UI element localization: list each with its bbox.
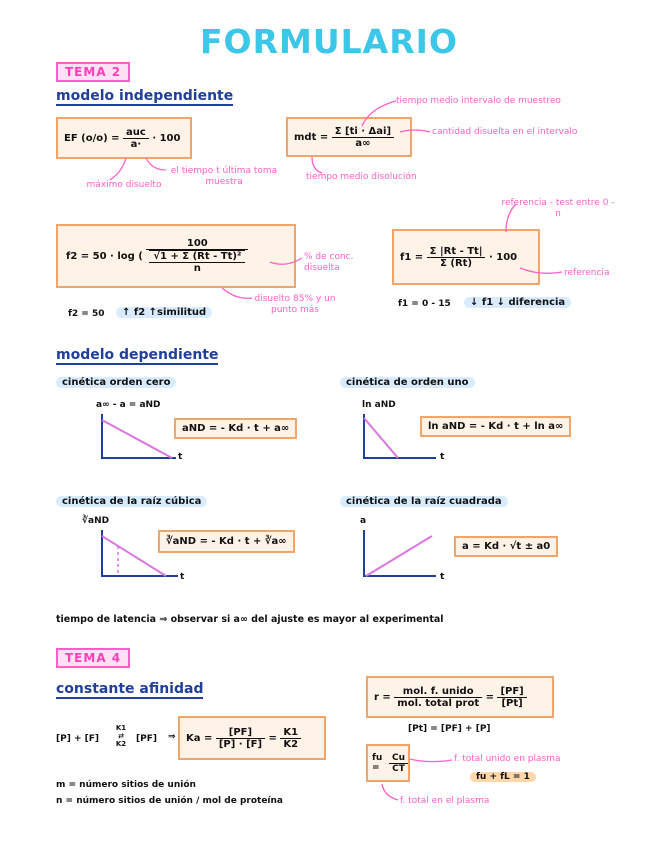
eq-arrows [110,724,132,748]
ka-num: [PF] [216,727,265,739]
label-cinetica-raiz-cuadrada: cinética de la raíz cuadrada [340,496,508,507]
f1-note-top: referencia - test entre 0 - n [501,198,615,219]
r-fraction [394,686,482,709]
f2-den-inner: √1 + Σ (Rt - Tt)² [149,250,245,263]
eq-left: [P] + [F] [56,734,100,744]
ka-formula-box: Ka = $\frac{[PF]}{[P] \cdot [F]}$ = $\frac{K1}{K2}$ [178,716,326,760]
fu-formula-box [366,744,410,782]
label-cinetica-orden-cero: cinética orden cero [56,377,176,388]
f1-num: Σ |Rt - Tt| [427,246,486,258]
eq-k2: K2 [115,740,127,748]
kq-axis-label: a [360,516,367,526]
eq-arrow-glyph: ⇄ [118,732,124,740]
k1-formula-box: ln aND = - Kd · t + ln a∞ [420,416,571,437]
heading-constante-afinidad: constante afinidad [56,681,204,697]
kc-axis-label: ∛aND [82,516,110,526]
kq-formula-box: a = Kd · √t ± a0 [454,536,558,557]
fu-note-total: f. total en el plasma [400,796,490,806]
r-fraction-2 [497,686,526,709]
r-den2: [Pt] [501,697,523,709]
k1-t-label: t [440,452,445,462]
ef-note-max: máximo disuelto [86,180,162,190]
r-den: mol. total prot [397,697,480,709]
f2-num: 100 [146,238,248,250]
heading-modelo-dependiente: modelo dependiente [56,347,219,363]
fu-sum-badge: fu + fL = 1 [470,772,536,782]
k0-t-label: t [178,452,183,462]
r-num: mol. f. unido [394,686,482,698]
tema-4-badge: TEMA 4 [56,648,130,668]
ka-fraction-2 [280,727,301,750]
f2-note-bottom: disuelto 85% y un punto más [254,294,336,315]
ka-lhs: Ka = [186,732,213,744]
mdt-note-right: cantidad disuelta en el intervalo [432,127,578,137]
kc-formula-box: ∛aND = - Kd · t + ∛a∞ [158,530,295,553]
graph-orden-uno [364,414,436,458]
f1-lhs: f1 = [400,251,424,263]
eq-right: [PF] [136,734,157,744]
r-num2: [PF] [497,686,526,698]
ef-tail: · 100 [152,132,181,144]
ka-fraction [216,727,265,750]
mdt-num: Σ [ti · Δai] [332,126,394,138]
latencia-note: tiempo de latencia ⇒ observar si a∞ del ajuste es mayor al experimental [56,614,444,625]
label-cinetica-orden-uno: cinética de orden uno [340,377,475,388]
page-title: FORMULARIO [200,22,458,61]
f1-tail: · 100 [488,251,518,263]
f1-note-right: referencia [564,268,610,278]
fu-fraction [389,753,408,774]
mdt-note-bottom: tiempo medio disolución [306,172,417,182]
f1-footer-b: ↓ f1 ↓ diferencia [464,297,571,308]
mdt-lhs: mdt = [294,131,329,143]
ef-num: auc [123,127,149,139]
k0-axis-label: a∞ - a = aND [96,400,161,410]
eq-implies: ⇒ [168,732,176,742]
f2-note-right: % de conc. disuelta [304,252,354,273]
pt-equation: [Pt] = [PF] + [P] [408,724,491,734]
r-formula-box: r = $\frac{\text{mol. f. unido}}{\text{mol. total prot}}$ = $\frac{[PF]}{[Pt]}$ [366,676,554,718]
fu-den: CT [392,763,405,774]
f2-den-n: n [193,263,201,274]
n-definition: n = número sitios de unión / mol de proteína [56,796,283,806]
fu-lhs: fu = [372,753,383,773]
ka-den: [P] · [F] [218,738,263,750]
kc-t-label: t [180,572,185,582]
f2-footer-b: ↑ f2 ↑similitud [116,307,212,318]
m-definition: m = número sitios de unión [56,780,196,790]
ef-note-time: el tiempo t última toma muestra [170,166,278,187]
f2-footer-a: f2 = 50 [68,309,105,319]
r-lhs: r = [374,691,391,703]
k1-axis-label: ln aND [362,400,396,410]
mdt-den: a∞ [355,137,371,149]
label-cinetica-raiz-cubica: cinética de la raíz cúbica [56,496,207,507]
f2-lhs: f2 = 50 · log ( [66,250,143,262]
fu-num: Cu [389,753,408,764]
heading-modelo-independiente: modelo independiente [56,88,234,104]
eq-k1: K1 [115,724,127,732]
graph-raiz-cuadrada [364,530,436,576]
ka-num2: K1 [280,727,301,739]
ka-den2: K2 [283,738,299,750]
ef-lhs: EF (o/o) = [64,132,120,144]
ef-den: a· [130,138,142,150]
k0-formula-box: aND = - Kd · t + a∞ [174,418,297,439]
f1-den: Σ (Rt) [440,257,473,269]
kq-t-label: t [440,572,445,582]
f1-footer-a: f1 = 0 - 15 [398,299,451,309]
fu-note-bound: f. total unido en plasma [454,754,561,764]
tema-2-badge: TEMA 2 [56,62,130,82]
graph-orden-cero [102,414,176,458]
mdt-note-top: tiempo medio intervalo de muestreo [396,96,561,106]
graph-raiz-cubica [102,530,178,576]
